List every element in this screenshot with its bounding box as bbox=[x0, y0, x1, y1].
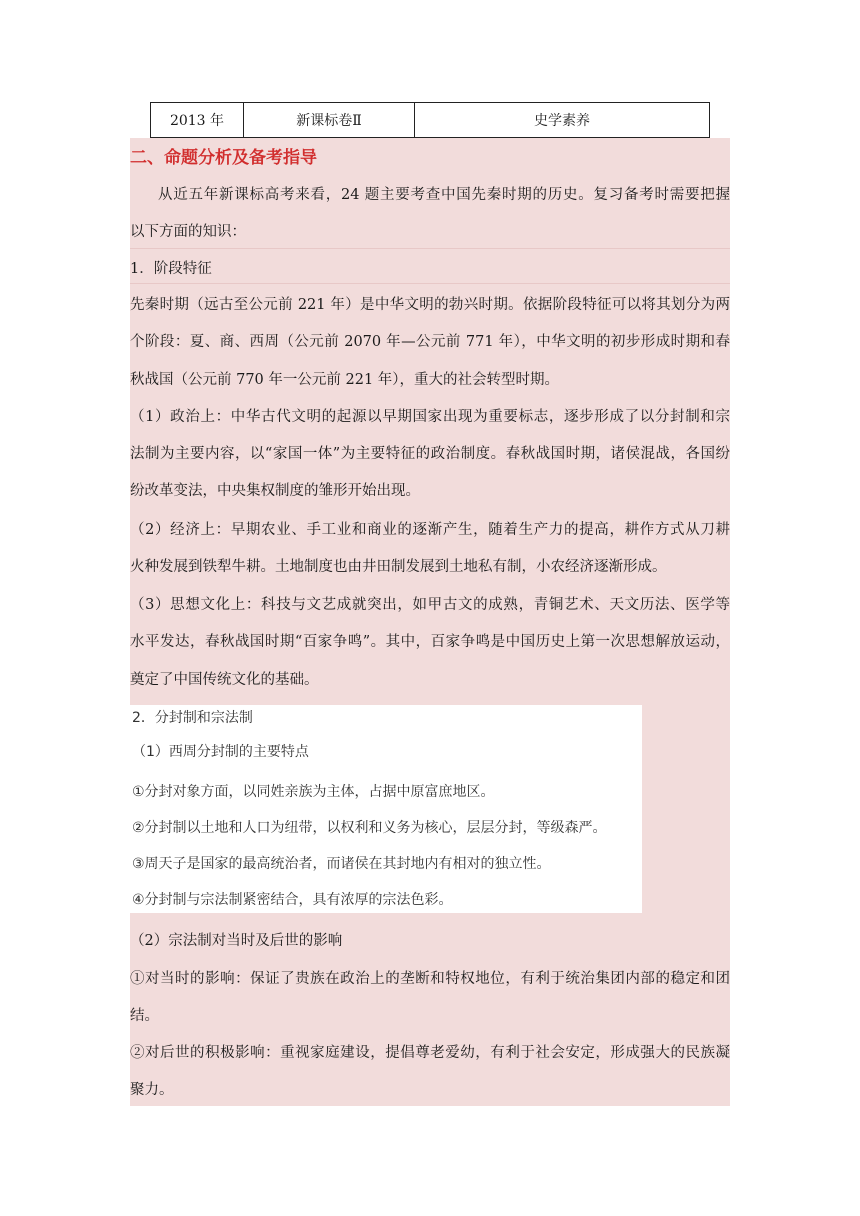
table-row bbox=[151, 103, 710, 138]
zongfa-line-3: ②对后世的积极影响：重视家庭建设，提倡尊老爱幼，有利于社会安定，形成强大的民族凝 bbox=[130, 1045, 730, 1061]
embedded-screenshot bbox=[130, 705, 642, 913]
economy-line-1: （2）经济上：早期农业、手工业和商业的逐渐产生，随着生产力的提高，耕作方式从刀耕 bbox=[130, 522, 730, 538]
zongfa-title: （2）宗法制对当时及后世的影响 bbox=[130, 933, 343, 949]
paragraph-rule bbox=[130, 283, 730, 284]
screenshot-item: ②分封制以土地和人口为纽带，以权利和义务为核心，层层分封，等级森严。 bbox=[132, 820, 607, 836]
part1-line-2: 个阶段：夏、商、西周（公元前 2070 年—公元前 771 年），中华文明的初步形成时期和春 bbox=[130, 334, 730, 350]
section-heading: 二、命题分析及备考指导 bbox=[130, 148, 317, 168]
culture-line-1: （3）思想文化上：科技与文艺成就突出，如甲古文的成熟，青铜艺术、天文历法、医学等 bbox=[130, 597, 730, 613]
intro-line-2: 以下方面的知识： bbox=[130, 224, 246, 240]
screenshot-item: ③周天子是国家的最高统治者，而诸侯在其封地内有相对的独立性。 bbox=[132, 856, 551, 872]
economy-line-2: 火种发展到铁犁牛耕。土地制度也由井田制发展到土地私有制，小农经济逐渐形成。 bbox=[130, 559, 667, 575]
politics-line-2: 法制为主要内容，以“家国一体”为主要特征的政治制度。春秋战国时期，诸侯混战，各国纷 bbox=[130, 446, 730, 462]
politics-line-1: （1）政治上：中华古代文明的起源以早期国家出现为重要标志，逐步形成了以分封制和宗 bbox=[130, 409, 730, 425]
screenshot-item: ①分封对象方面，以同姓亲族为主体，占据中原富庶地区。 bbox=[132, 784, 495, 800]
part1-title: 1．阶段特征 bbox=[130, 261, 212, 277]
screenshot-item: ④分封制与宗法制紧密结合，具有浓厚的宗法色彩。 bbox=[132, 892, 453, 908]
part1-line-3: 秋战国（公元前 770 年一公元前 221 年），重大的社会转型时期。 bbox=[130, 372, 560, 388]
exam-table bbox=[150, 102, 710, 138]
part1-line-1: 先秦时期（远古至公元前 221 年）是中华文明的勃兴时期。依据阶段特征可以将其划分为两 bbox=[130, 297, 730, 313]
culture-line-2: 水平发达，春秋战国时期“百家争鸣”。其中，百家争鸣是中国历史上第一次思想解放运动， bbox=[130, 634, 730, 650]
politics-line-3: 纷改革变法，中央集权制度的雏形开始出现。 bbox=[130, 483, 420, 499]
paragraph-rule bbox=[130, 248, 730, 249]
intro-line-1: 从近五年新课标高考来看，24 题主要考查中国先秦时期的历史。复习备考时需要把握 bbox=[158, 187, 730, 203]
skill-cell: 史学素养 bbox=[415, 103, 710, 138]
screenshot-title: 2．分封制和宗法制 bbox=[132, 710, 253, 726]
screenshot-subtitle: （1）西周分封制的主要特点 bbox=[132, 744, 309, 760]
zongfa-line-2: 结。 bbox=[130, 1008, 159, 1024]
paper-cell: 新课标卷Ⅱ bbox=[244, 103, 415, 138]
zongfa-line-4: 聚力。 bbox=[130, 1082, 174, 1098]
zongfa-line-1: ①对当时的影响：保证了贵族在政治上的垄断和特权地位，有利于统治集团内部的稳定和团 bbox=[130, 971, 730, 987]
content-area bbox=[130, 138, 730, 1106]
culture-line-3: 奠定了中国传统文化的基础。 bbox=[130, 672, 319, 688]
year-cell: 2013 年 bbox=[151, 103, 244, 138]
